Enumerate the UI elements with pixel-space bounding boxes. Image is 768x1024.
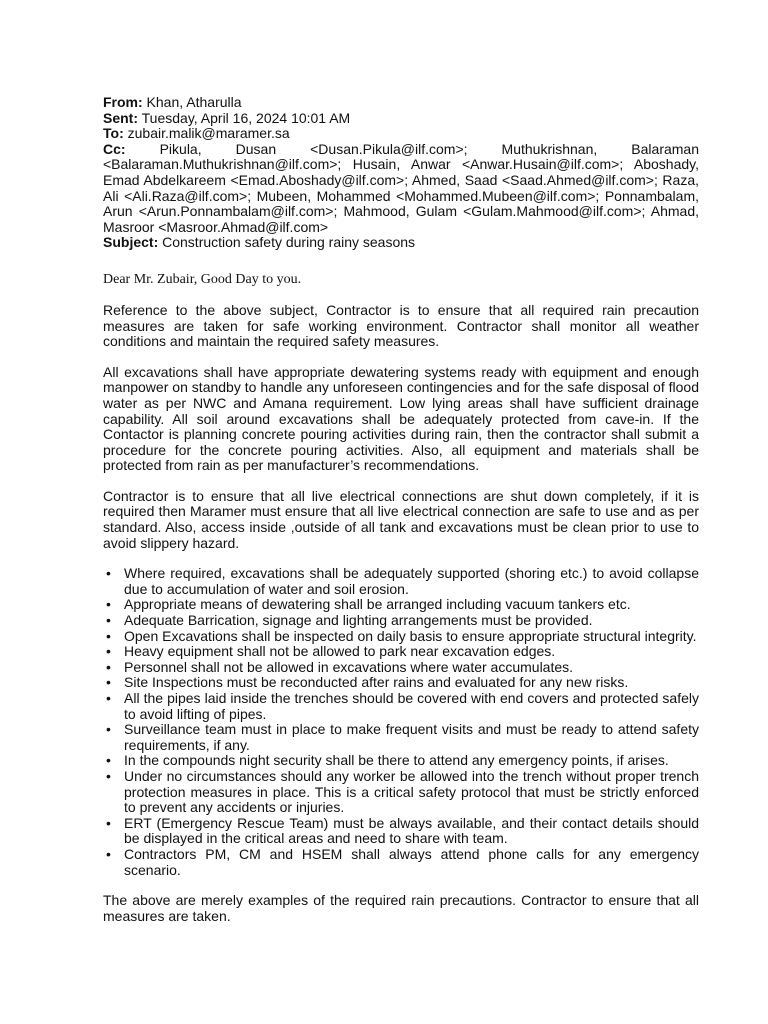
list-item [103,675,699,691]
cc-line [103,142,699,236]
bullet-icon: • [106,627,111,644]
sent-line [103,111,699,127]
from-label: From: [103,94,143,110]
list-item-text: ERT (Emergency Rescue Team) must be always available, and their contact details should be displayed in the critical areas and need to share with team. [124,814,699,847]
subject-label: Subject: [103,234,159,251]
paragraph-excavations: All excavations shall have appropriate dewatering systems ready with equipment and enough manpower on standby to handle any unforeseen contingencies and for the safe disposal of flood water as per NWC and Amana requirement. Low lying areas shall have sufficient drainage capability. All soil around excavations shall be adequately protected from cave-in. If the Contactor is planning concrete pouring activities during rain, then the contractor shall submit a procedure for the concrete pouring activities. Also, all equipment and materials shall be protected from rain as per manufacturer’s recommendations. [103,363,699,474]
bullet-icon: • [106,690,111,706]
list-item [103,629,699,645]
list-item-text: Under no circumstances should any worker be allowed into the trench without proper trench protection measures in place. This is a critical safety protocol that must be strictly enforced to prevent any accidents or injuries. [124,767,699,816]
list-item [103,644,699,660]
paragraph-reference: Reference to the above subject, Contractor is to ensure that all required rain precaution measures are taken for safe working environment. Contractor shall monitor all weather conditions and maintain the required safety measures. [103,301,699,350]
list-item [103,722,699,753]
bullet-icon: • [106,721,111,738]
list-item-text: Contractors PM, CM and HSEM shall always attend phone calls for any emergency scenario. [124,845,699,878]
list-item [103,769,699,816]
list-item [103,816,699,847]
from-line [103,95,699,111]
bullet-icon: • [106,565,111,582]
bullet-icon: • [106,643,111,660]
list-item [103,691,699,722]
from-value: Khan, Atharulla [142,94,242,110]
list-item-text: Open Excavations shall be inspected on daily basis to ensure appropriate structural integrity. [124,627,697,644]
cc-value: Pikula, Dusan <Dusan.Pikula@ilf.com>; Muthukrishnan, Balaraman <Balaraman.Muthukrishnan@ilf.com>; Husain, Anwar <Anwar.Husain@ilf.com>; Aboshady, Emad Abdelkareem <Emad.Aboshady@ilf.com>; Ahmed, Saad <Saad.Ahmed@ilf.com>; Raza, Ali <Ali.Raza@ilf.com>; Mubeen, Mohammed <Mohammed.Mubeen@ilf.com>; Ponnambalam, Arun <Arun.Ponnambalam@ilf.com>; Mahmood, Gulam <Gulam.Mahmood@ilf.com>; Ahmad, Masroor <Masroor.Ahmad@ilf.com> [103,140,699,235]
list-item [103,566,699,597]
to-value: zubair.malik@maramer.sa [123,125,290,142]
list-item [103,847,699,878]
bullet-icon: • [106,612,111,629]
list-item-text: Surveillance team must in place to make frequent visits and must be ready to attend safety requirements, if any. [124,721,699,753]
paragraph-electrical: Contractor is to ensure that all live electrical connections are shut down completely, if it is required then Maramer must ensure that all live electrical connection are safe to use and as per standard. Also, access inside ,outside of all tank and excavations must be clean prior to use to avoid slippery hazard. [103,487,699,551]
list-item-text: Appropriate means of dewatering shall be arranged including vacuum tankers etc. [124,596,631,613]
list-item-text: Personnel shall not be allowed in excavations where water accumulates. [124,658,574,675]
bullet-icon: • [106,814,111,831]
to-label: To: [103,125,124,142]
list-item [103,597,699,613]
list-item [103,753,699,769]
cc-label: Cc: [103,140,126,157]
bullet-icon: • [106,674,111,691]
list-item-text: Where required, excavations shall be adequately supported (shoring etc.) to avoid collapse due to accumulation of water and soil erosion. [124,565,699,597]
precautions-list [103,566,699,878]
bullet-icon: • [106,658,111,675]
greeting: Dear Mr. Zubair, Good Day to you. [103,271,302,287]
bullet-icon: • [106,845,111,862]
sent-value: Tuesday, April 16, 2024 10:01 AM [138,109,351,126]
list-item-text: In the compounds night security shall be there to attend any emergency points, if arises. [124,752,669,769]
list-item [103,613,699,629]
list-item-text: Site Inspections must be reconducted after rains and evaluated for any new risks. [124,674,629,691]
email-document [103,95,699,924]
list-item-text: All the pipes laid inside the trenches should be covered with end covers and protected safely to avoid lifting of pipes. [124,690,699,722]
bullet-icon: • [106,596,111,613]
subject-value: Construction safety during rainy seasons [158,234,416,251]
closing-paragraph: The above are merely examples of the required rain precautions. Contractor to ensure that all measures are taken. [103,892,699,924]
list-item-text: Adequate Barrication, signage and lighting arrangements must be provided. [124,612,593,629]
to-line [103,126,699,142]
bullet-icon: • [106,767,111,784]
list-item [103,660,699,676]
sent-label: Sent: [103,109,138,126]
subject-line [103,235,699,251]
list-item-text: Heavy equipment shall not be allowed to park near excavation edges. [124,643,556,660]
bullet-icon: • [106,752,111,769]
